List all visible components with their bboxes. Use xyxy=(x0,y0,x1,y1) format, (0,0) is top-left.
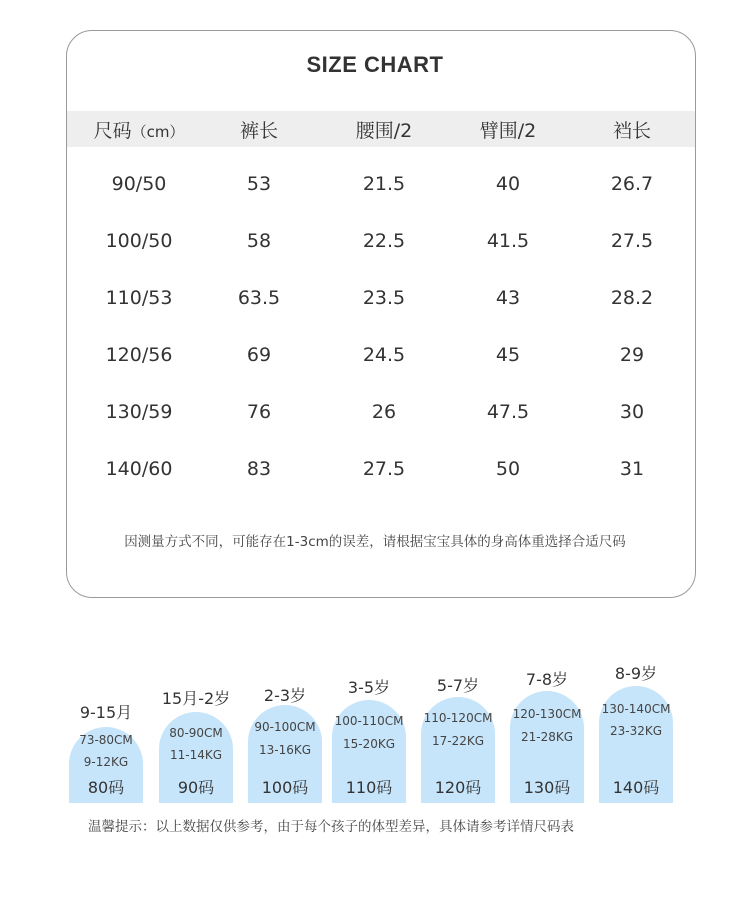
header-arm: 臂围/2 xyxy=(479,120,537,142)
height-range: 80-90CM xyxy=(169,726,223,740)
table-cell: 110/53 xyxy=(105,287,173,309)
table-cell: 22.5 xyxy=(362,230,406,252)
size-code: 140码 xyxy=(612,778,660,797)
weight-range: 9-12KG xyxy=(83,755,129,769)
table-cell: 47.5 xyxy=(486,401,530,423)
table-cell: 26 xyxy=(371,401,397,423)
age-label: 8-9岁 xyxy=(614,664,658,683)
weight-range: 21-28KG xyxy=(520,730,574,744)
size-code: 80码 xyxy=(87,778,125,797)
weight-range: 23-32KG xyxy=(609,724,663,738)
table-cell: 45 xyxy=(495,344,521,366)
table-cell: 31 xyxy=(619,458,645,480)
table-cell: 21.5 xyxy=(362,173,406,195)
size-code: 120码 xyxy=(434,778,482,797)
table-cell: 63.5 xyxy=(237,287,281,309)
header-size-label: 尺码 xyxy=(93,120,132,142)
tip-text: 温馨提示：以上数据仅供参考，由于每个孩子的体型差异，具体请参考详情尺码表 xyxy=(88,819,574,835)
height-range: 110-120CM xyxy=(423,711,493,725)
weight-range: 13-16KG xyxy=(258,743,312,757)
table-cell: 43 xyxy=(495,287,521,309)
weight-range: 17-22KG xyxy=(431,734,485,748)
table-cell: 27.5 xyxy=(610,230,654,252)
header-pants-length: 裤长 xyxy=(239,120,278,142)
table-cell: 76 xyxy=(246,401,272,423)
age-label: 2-3岁 xyxy=(263,686,307,705)
table-cell: 90/50 xyxy=(111,173,167,195)
table-cell: 41.5 xyxy=(486,230,530,252)
size-code: 130码 xyxy=(523,778,571,797)
table-cell: 83 xyxy=(246,458,272,480)
table-cell: 24.5 xyxy=(362,344,406,366)
header-size xyxy=(74,116,204,143)
table-cell: 28.2 xyxy=(610,287,654,309)
table-cell: 140/60 xyxy=(105,458,173,480)
size-code: 90码 xyxy=(177,778,215,797)
table-cell: 30 xyxy=(619,401,645,423)
height-range: 120-130CM xyxy=(512,707,582,721)
table-cell: 100/50 xyxy=(105,230,173,252)
age-label: 5-7岁 xyxy=(436,676,480,695)
age-label: 3-5岁 xyxy=(347,678,391,697)
age-label: 7-8岁 xyxy=(525,670,569,689)
table-cell: 50 xyxy=(495,458,521,480)
size-code: 110码 xyxy=(345,778,393,797)
table-cell: 53 xyxy=(246,173,272,195)
header-size-unit: （cm） xyxy=(131,123,185,141)
table-cell: 26.7 xyxy=(610,173,654,195)
age-label: 15月-2岁 xyxy=(161,689,231,708)
header-crotch-length: 裆长 xyxy=(612,120,651,142)
height-range: 100-110CM xyxy=(334,714,404,728)
weight-range: 15-20KG xyxy=(342,737,396,751)
height-range: 73-80CM xyxy=(79,733,133,747)
age-label: 9-15月 xyxy=(79,703,133,722)
table-cell: 27.5 xyxy=(362,458,406,480)
header-waist: 腰围/2 xyxy=(355,120,413,142)
height-range: 90-100CM xyxy=(254,720,316,734)
table-cell: 23.5 xyxy=(362,287,406,309)
size-chart-title: SIZE CHART xyxy=(306,52,444,77)
height-range: 130-140CM xyxy=(601,702,671,716)
weight-range: 11-14KG xyxy=(169,748,223,762)
measurement-note: 因测量方式不同，可能存在1-3cm的误差，请根据宝宝具体的身高体重选择合适尺码 xyxy=(124,534,626,550)
table-cell: 40 xyxy=(495,173,521,195)
size-code: 100码 xyxy=(261,778,309,797)
table-cell: 29 xyxy=(619,344,645,366)
table-cell: 58 xyxy=(246,230,272,252)
table-cell: 120/56 xyxy=(105,344,173,366)
table-cell: 130/59 xyxy=(105,401,173,423)
table-cell: 69 xyxy=(246,344,272,366)
